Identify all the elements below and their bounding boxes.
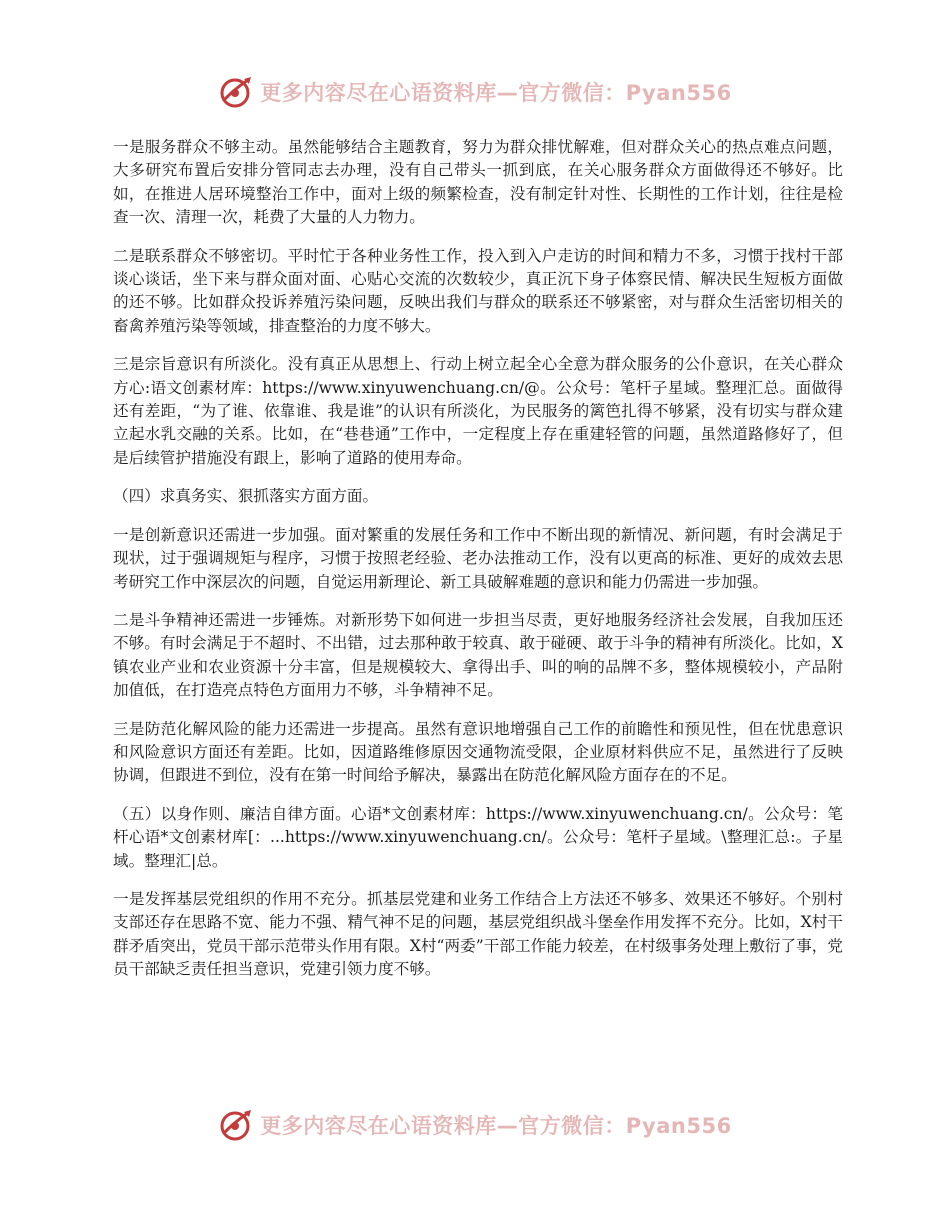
footer-watermark-text: 更多内容尽在心语资料库—官方微信：Pyan556	[260, 1114, 732, 1138]
section-heading-5: （五）以身作则、廉洁自律方面。心语*文创素材库：https://www.xinyuwenchuang.cn/。公众号：笔杆心语*文创素材库[：...https://www.xinyuwenchuang.cn/。公众号：笔杆子星域。\整理汇总:。子星域。整理汇|总。	[113, 804, 843, 870]
paragraph-9: 一是发挥基层党组织的作用不充分。抓基层党建和业务工作结合上方法还不够多、效果还不够好。个别村支部还存在思路不宽、能力不强、精气神不足的问题，基层党组织战斗堡垒作用发挥不充分。比如，X村干群矛盾突出，党员干部示范带头作用有限。X村“两委”干部工作能力较差，在村级事务处理上敷衍了事，党员干部缺乏责任担当意识，党建引领力度不够。	[113, 889, 843, 979]
paragraph-6: 二是斗争精神还需进一步锤炼。对新形势下如何进一步担当尽责，更好地服务经济社会发展，自我加压还不够。有时会满足于不超时、不出错，过去那种敢于较真、敢于碰硬、敢于斗争的精神有所淡化。比如，X镇农业产业和农业资源十分丰富，但是规模较大、拿得出手、叫的响的品牌不多，整体规模较小，产品附加值低，在打造亮点特色方面用力不够，斗争精神不足。	[113, 610, 843, 700]
pen-signature-logo-icon	[218, 74, 254, 110]
document-body	[113, 136, 843, 997]
header-watermark-text: 更多内容尽在心语资料库—官方微信：Pyan556	[260, 81, 732, 105]
paragraph-5: 一是创新意识还需进一步加强。面对繁重的发展任务和工作中不断出现的新情况、新问题，有时会满足于现状，过于强调规矩与程序，习惯于按照老经验、老办法推动工作，没有以更高的标准、更好的成效去思考研究工作中深层次的问题，自觉运用新理论、新工具破解难题的意识和能力仍需进一步加强。	[113, 525, 843, 591]
paragraph-7: 三是防范化解风险的能力还需进一步提高。虽然有意识地增强自己工作的前瞻性和预见性，但在忧患意识和风险意识方面还有差距。比如，因道路维修原因交通物流受限，企业原材料供应不足，虽然进行了反映协调，但跟进不到位，没有在第一时间给予解决，暴露出在防范化解风险方面存在的不足。	[113, 719, 843, 785]
pen-signature-logo-icon	[218, 1107, 254, 1143]
footer-watermark-banner	[0, 1103, 950, 1147]
header-watermark-banner	[0, 70, 950, 114]
paragraph-3: 三是宗旨意识有所淡化。没有真正从思想上、行动上树立起全心全意为群众服务的公仆意识，在关心群众方心:语文创素材库：https://www.xinyuwenchuang.cn/@。公众号：笔杆子星域。整理汇总。面做得还有差距，“为了谁、依靠谁、我是谁”的认识有所淡化，为民服务的篱笆扎得不够紧，没有切实与群众建立起水乳交融的关系。比如，在“巷巷通”工作中，一定程度上存在重建轻管的问题，虽然道路修好了，但是后续管护措施没有跟上，影响了道路的使用寿命。	[113, 355, 843, 467]
section-heading-4: （四）求真务实、狠抓落实方面方面。	[113, 487, 379, 506]
paragraph-1: 一是服务群众不够主动。虽然能够结合主题教育，努力为群众排忧解难，但对群众关心的热点难点问题，大多研究布置后安排分管同志去办理，没有自己带头一抓到底，在关心服务群众方面做得还不够好。比如，在推进人居环境整治工作中，面对上级的频繁检查，没有制定针对性、长期性的工作计划，往往是检查一次、清理一次，耗费了大量的人力物力。	[113, 138, 843, 227]
paragraph-2: 二是联系群众不够密切。平时忙于各种业务性工作，投入到入户走访的时间和精力不多，习惯于找村干部谈心谈话，坐下来与群众面对面、心贴心交流的次数较少，真正沉下身子体察民情、解决民生短板方面做的还不够。比如群众投诉养殖污染问题，反映出我们与群众的联系还不够紧密，对与群众生活密切相关的畜禽养殖污染等领域，排查整治的力度不够大。	[113, 246, 843, 335]
